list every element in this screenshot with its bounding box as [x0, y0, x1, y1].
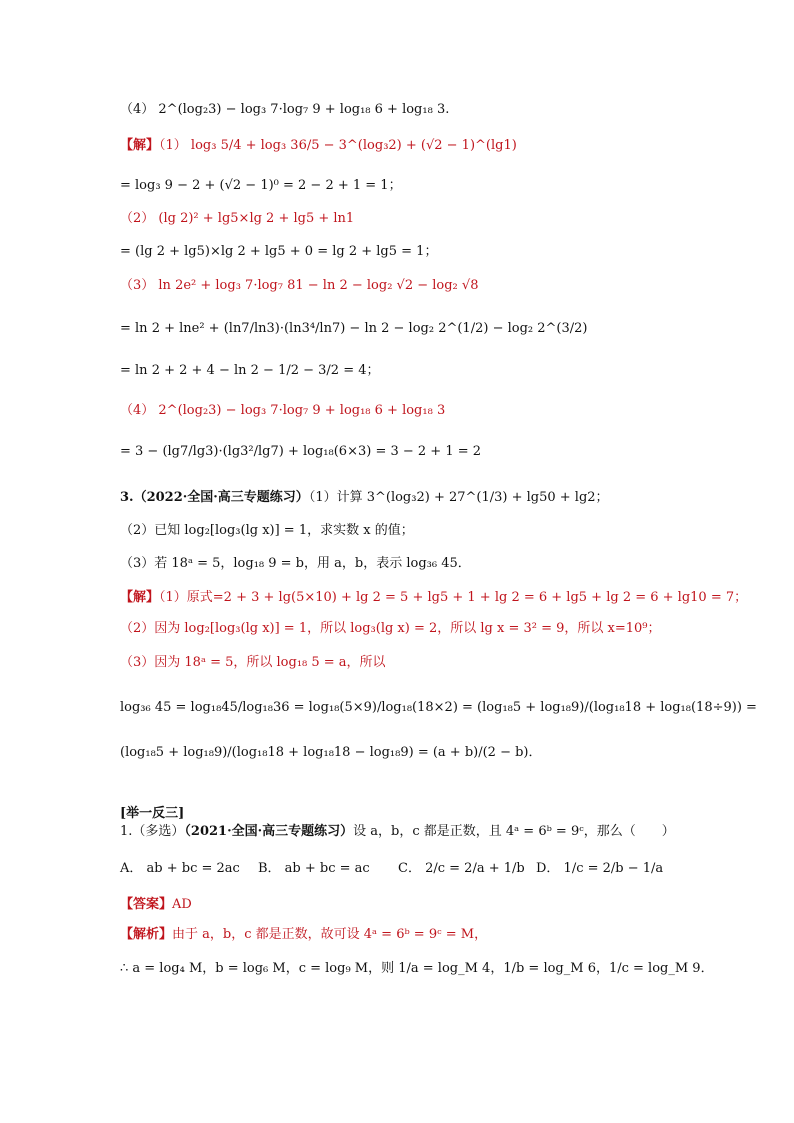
solution-part-1-expr: （1） log₃ 5/4 + log₃ 36/5 − 3^(log₃2) + (√2 − 1)^(lg1)	[159, 138, 517, 153]
section-heading-practice: [举一反三]	[120, 806, 185, 821]
option-b: B． ab + bc = ac	[258, 861, 370, 876]
practice-question-1	[120, 823, 675, 841]
problem-3-derivation-2: (log₁₈5 + log₁₈9)/(log₁₈18 + log₁₈18 − log₁₈9) = (a + b)/(2 − b)．	[120, 745, 542, 760]
solution-part-3-expr	[120, 277, 478, 295]
question-source: （2021·全国·高三专题练习）	[184, 824, 354, 839]
problem-3-solution-3: （3）因为 18ᵃ = 5，所以 log₁₈ 5 = a，所以	[120, 655, 386, 670]
analysis-derivation: ∴ a = log₄ M，b = log₆ M，c = log₉ M，则 1/a = log_M 4，1/b = log_M 6，1/c = log_M 9．	[120, 961, 714, 976]
solution-part-4-result: = 3 − (lg7/lg3)·(lg3²/lg7) + log₁₈(6×3) = 3 − 2 + 1 = 2	[120, 444, 482, 459]
problem-3-part-1: （1）计算 3^(log₃2) + 27^(1/3) + lg50 + lg2；	[308, 490, 609, 505]
problem-3-derivation-1: log₃₆ 45 = log₁₈45/log₁₈36 = log₁₈(5×9)/log₁₈(18×2) = (log₁₈5 + log₁₈9)/(log₁₈18 + log₁₈(18÷9)) =	[120, 700, 757, 715]
analysis-text: 由于 a，b，c 都是正数，故可设 4ᵃ = 6ᵇ = 9ᶜ = M，	[172, 927, 488, 942]
question-stem: 设 a，b，c 都是正数，且 4ᵃ = 6ᵇ = 9ᶜ，那么（ ）	[353, 824, 675, 839]
option-a: A． ab + bc = 2ac	[120, 861, 240, 876]
option-d: D． 1/c = 2/b − 1/a	[536, 861, 664, 876]
problem-2-part-4: （4） 2^(log₂3) − log₃ 7·log₇ 9 + log₁₈ 6 + log₁₈ 3.	[120, 102, 450, 117]
solution-part-1-result: = log₃ 9 − 2 + (√2 − 1)⁰ = 2 − 2 + 1 = 1；	[120, 178, 402, 193]
solution-part-3-text: （3） ln 2e² + log₃ 7·log₇ 81 − ln 2 − log₂ √2 − log₂ √8	[120, 278, 479, 293]
analysis-label: 【解析】	[120, 926, 173, 941]
answer-label: 【答案】	[120, 896, 173, 911]
solution-part-1-heading	[120, 136, 517, 155]
problem-3-solution-2: （2）因为 log₂[log₃(lg x)] = 1，所以 log₃(lg x) = 2，所以 lg x = 3² = 9，所以 x=10⁹；	[120, 621, 661, 636]
problem-3-solution-1	[120, 588, 747, 607]
solution-part-4-expr	[120, 402, 445, 420]
solution-part-3-result: = ln 2 + 2 + 4 − ln 2 − 1/2 − 3/2 = 4；	[120, 363, 380, 378]
option-c: C． 2/c = 2/a + 1/b	[398, 861, 525, 876]
problem-3-part-2: （2）已知 log₂[log₃(lg x)] = 1，求实数 x 的值；	[120, 523, 414, 538]
solution-part-2-expr	[120, 210, 354, 228]
answer-line	[120, 895, 192, 914]
problem-3-heading	[120, 489, 609, 507]
solution-part-2-text: （2） (lg 2)² + lg5×lg 2 + lg5 + ln1	[120, 211, 355, 226]
solution-part-2-result: = (lg 2 + lg5)×lg 2 + lg5 + 0 = lg 2 + lg5 = 1；	[120, 244, 438, 259]
problem-3-source: 3.（2022·全国·高三专题练习）	[120, 490, 309, 505]
analysis-line	[120, 925, 487, 944]
answer-value: AD	[172, 897, 192, 912]
problem-3-solution-1-text: （1）原式=2 + 3 + lg(5×10) + lg 2 = 5 + lg5 + 1 + lg 2 = 6 + lg5 + lg 2 = 6 + lg10 = 7；	[159, 590, 748, 605]
solution-label: 【解】	[120, 137, 160, 152]
solution-label: 【解】	[120, 589, 160, 604]
solution-part-4-text: （4） 2^(log₂3) − log₃ 7·log₇ 9 + log₁₈ 6 + log₁₈ 3	[120, 403, 446, 418]
solution-part-3-step: = ln 2 + lne² + (ln7/ln3)·(ln3⁴/ln7) − ln 2 − log₂ 2^(1/2) − log₂ 2^(3/2)	[120, 321, 588, 336]
question-type: 1.（多选）	[120, 824, 185, 839]
problem-3-part-3: （3）若 18ᵃ = 5，log₁₈ 9 = b，用 a，b，表示 log₃₆ 45．	[120, 556, 471, 571]
